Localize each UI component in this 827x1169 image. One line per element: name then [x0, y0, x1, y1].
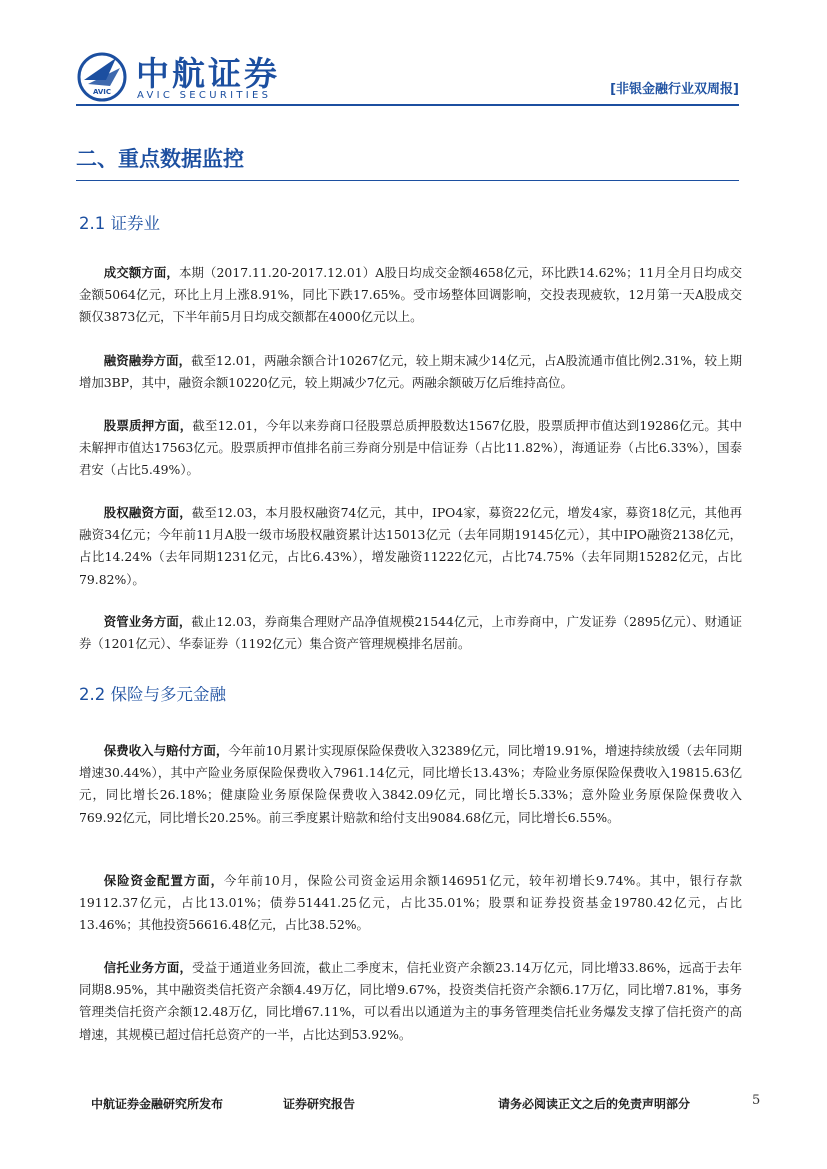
paragraph-body: 今年前10月累计实现原保险保费收入32389亿元，同比增19.91%，增速持续放缓（去年同期增速30.44%），其中产险业务原保险保费收入7961.14亿元，同比增长13.43%；寿险业务原保险保费收入19815.63亿元，同比增长26.18%；健康险业务原保险保费收入3842.09亿元，同比增长5.33%；意外险业务原保险保费收入769.92亿元，同比增长20.25%。前三季度累计赔款和给付支出9084.68亿元，同比增长6.55%。 — [79, 743, 743, 825]
footer-report-kind: 证券研究报告 — [283, 1097, 356, 1111]
paragraph-lead: 保费收入与赔付方面， — [103, 743, 229, 758]
paragraph-lead: 信托业务方面， — [103, 960, 193, 975]
paragraph-body: 截止12.03，券商集合理财产品净值规模21544亿元，上市券商中，广发证券（2895亿元）、财通证券（1201亿元）、华泰证券（1192亿元）集合资产管理规模排名居前。 — [79, 614, 742, 652]
avic-logo-icon — [76, 50, 128, 102]
report-type-label: [非银金融行业双周报] — [610, 82, 739, 97]
paragraph-lead: 股票质押方面， — [103, 418, 193, 433]
paragraph-insurance-funds — [79, 870, 742, 937]
paragraph-trust-business — [79, 957, 742, 1046]
paragraph-trading-volume — [79, 262, 742, 329]
paragraph-body: 截至12.03，本月股权融资74亿元，其中，IPO4家，募资22亿元，增发4家，募资18亿元，其他再融资34亿元；今年前11月A股一级市场股权融资累计达15013亿元（去年同期19145亿元），其中IPO融资2138亿元，占比14.24%（去年同期1231亿元，占比6.43%），增发融资11222亿元，占比74.75%（去年同期15282亿元，占比79.82%）。 — [79, 505, 743, 587]
company-name-en: AVIC SECURITIES — [137, 90, 272, 101]
logo-badge-text: AVIC — [92, 88, 112, 96]
paragraph-lead: 成交额方面， — [103, 265, 179, 280]
section-title: 二、重点数据监控 — [76, 147, 244, 171]
subsection-title-insurance: 2.2 保险与多元金融 — [79, 685, 226, 704]
paragraph-equity-financing — [79, 502, 742, 591]
paragraph-body: 受益于通道业务回流，截止二季度末，信托业资产余额23.14万亿元，同比增33.86%，远高于去年同期8.95%，其中融资类信托资产余额4.49万亿，同比增9.67%，投资类信托资产余额6.17万亿，同比增7.81%，事务管理类信托资产余额12.48万亿，同比增67.11%，可以看出以通道为主的事务管理类信托业务爆发支撑了信托资产的高增速，其规模已超过信托总资产的一半，占比达到53.92%。 — [79, 960, 743, 1042]
header-divider — [76, 104, 739, 106]
page-number: 5 — [752, 1093, 761, 1108]
paragraph-body: 截至12.01，今年以来券商口径股票总质押股数达1567亿股，股票质押市值达到19286亿元。其中未解押市值达17563亿元。股票质押市值排名前三券商分别是中信证券（占比11.82%），海通证券（占比6.33%），国泰君安（占比5.49%）。 — [79, 418, 743, 478]
paragraph-stock-pledge — [79, 415, 742, 482]
paragraph-lead: 融资融券方面， — [103, 353, 192, 368]
paragraph-body: 本期（2017.11.20-2017.12.01）A股日均成交金额4658亿元，环比跌14.62%；11月全月日均成交金额5064亿元，环比上月上涨8.91%，同比下跌17.65%。受市场整体回调影响，交投表现疲软，12月第一天A股成交额仅3873亿元，下半年前5月日均成交额都在4000亿元以上。 — [79, 265, 742, 325]
company-name-cn: 中航证券 — [136, 54, 280, 93]
paragraph-margin-trading — [79, 350, 742, 394]
section-divider — [76, 180, 739, 181]
footer-disclaimer: 请务必阅读正文之后的免责声明部分 — [498, 1097, 691, 1111]
paragraph-body: 截至12.01，两融余额合计10267亿元，较上期末减少14亿元，占A股流通市值比例2.31%，较上期增加3BP，其中，融资余额10220亿元，较上期减少7亿元。两融余额破万亿后维持高位。 — [79, 353, 742, 391]
paragraph-lead: 资管业务方面， — [103, 614, 192, 629]
paragraph-body: 今年前10月，保险公司资金运用余额146951亿元，较年初增长9.74%。其中，银行存款19112.37亿元，占比13.01%；债券51441.25亿元，占比35.01%；股票和证券投资基金19780.42亿元，占比13.46%；其他投资56616.48亿元，占比38.52%。 — [79, 873, 742, 933]
paragraph-premium-income — [79, 740, 742, 829]
paragraph-lead: 股权融资方面， — [103, 505, 192, 520]
subsection-title-securities: 2.1 证券业 — [79, 214, 160, 233]
page-header — [0, 0, 827, 110]
footer-publisher: 中航证券金融研究所发布 — [91, 1097, 224, 1111]
paragraph-lead: 保险资金配置方面， — [103, 873, 224, 888]
paragraph-asset-management — [79, 611, 742, 655]
